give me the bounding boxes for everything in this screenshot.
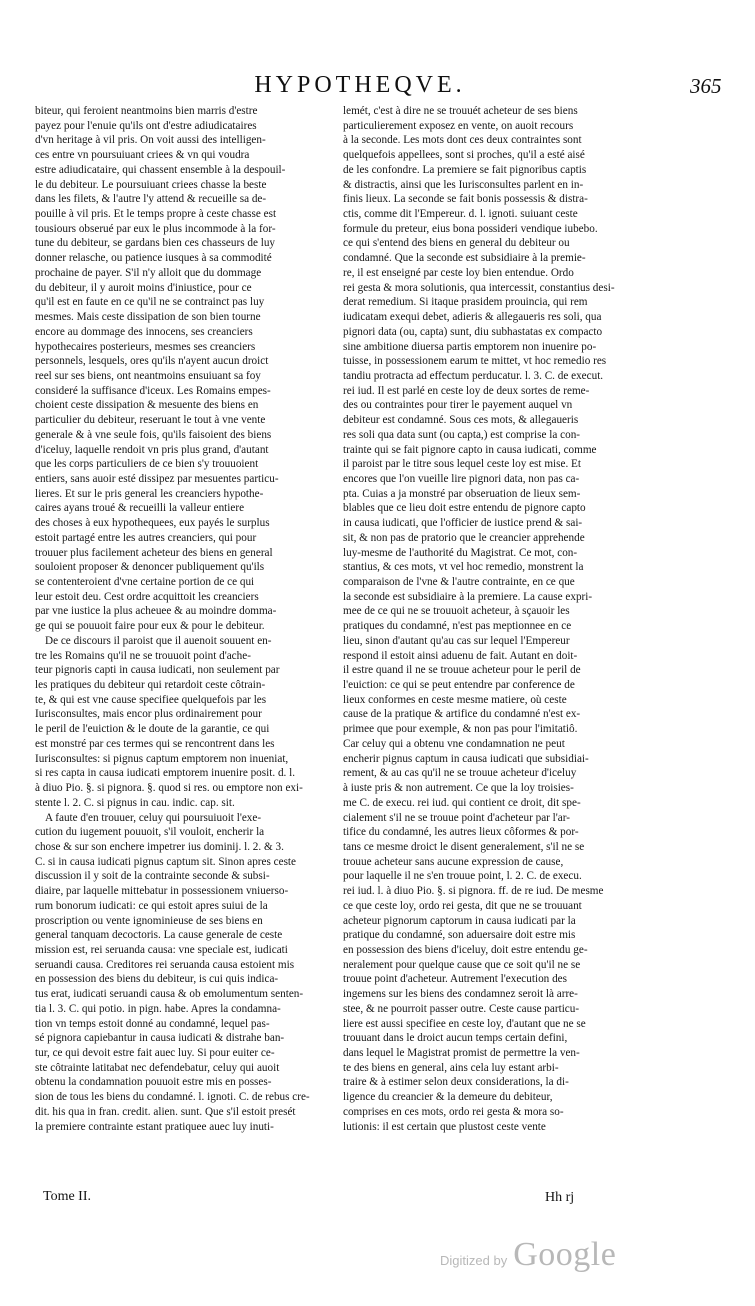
running-title: HYPOTHEQVE.: [254, 72, 466, 98]
page-number: 365: [690, 74, 722, 98]
right-paragraph-1: lemét, c'est à dire ne se trouuét acheteur de ses biens particulierement exposez en vente, on auoit recours à la seconde. Les mots dont ces deux contraintes sont quelquefois appellees, sont si proches, qu'il a esté aisé de les confondre. La premiere se fait pignoribus captis & distractis, ainsi que les Iurisconsultes parlent en in- finis lieux. La seconde se fait bonis possessis & distra- ctis, comme dit l'Empereur. d. l. ignoti. suiuant ceste formule du preteur, eius bona possideri vendique iubebo. ce qui s'entend des biens en general du debiteur ou condamné. Que la seconde est subsidiaire à la premie- re, il est enseigné par ceste loy bien entendue. Ordo rei gesta & mora solutionis, qua intercessit, constantius desi- derat remedium. Si itaque prasidem prouincia, qui rem iudicatam exequi debet, adieris & allegaueris res soli, qua pignori data (ou, capta) sunt, diu subhastatas ex compacto sine ambitione diuersa partis emptorem non inuenire po- tuisse, in possessionem earum te mittet, vt hoc remedio res tandiu protracta ad effectum perducatur. l. 3. C. de execut. rei iud. Il est parlé en ceste loy de deux sortes de reme- des ou contraintes pour tirer le payement auquel vn debiteur est condamné. Sous ces mots, & allegaueris res soli qua data sunt (ou capta,) est comprise la con- trainte qui se fait pignore capto in causa iudicati, comme il paroist par le titre sous lequel ceste loy est mise. Et encores que l'on vueille lire pignori data, non pas ca- pta. Cuias a ja monstré par obseruation de lieux sem- blables que ce lieu doit estre entendu de pignore capto in causa iudicati, que l'officier de iustice prend & sai- sit, & non pas de pratorio que le creancier apprehende luy-mesme de l'authorité du Magistrat. Ce mot, con- stantius, & ces mots, vt vel hoc remedio, monstrent la comparaison de l'vne & l'autre contrainte, en ce que la seconde est subsidiaire à la premiere. La cause expri- mee de ce qui ne se trouuoit acheteur, à sçauoir les pratiques du condamné, n'est pas meptionnee en ce lieu, sinon d'autant qu'au cas sur lequel l'Empereur respond il estoit ainsi aduenu de fait. Autant en doit- il estre quand il ne se trouue acheteur pour le peril de l'euiction: ce qui se peut entendre par conference de lieux conformes en ceste mesme matiere, où ceste cause de la pratique & artifice du condamné n'est ex- primee que pour exemple, & non pas pour l'imitatiô. Car celuy qui a obtenu vne condamnation ne peut encherir pignus captum in causa iudicati que subsidiai- rement, & au cas qu'il ne se trouue acheteur d'iceluy à iuste pris & non autrement. Ce que la loy troisies- me C. de execu. rei iud. qui contient ce droit, dit spe- cialement s'il ne se trouue point d'acheteur par l'ar- tifice du condamné, les autres lieux côformes & por- tans ce mesme droict le disent generalement, s'il ne se trouue acheteur sans aucune expression de cause, pour laquelle il ne s'en trouue point, l. 2. C. de execu. rei iud. l. à diuo Pio. §. si pignora. ff. de re iud. De mesme ce que ceste loy, ordo rei gesta, dit que ne se trouuant acheteur pignorum captorum in causa iudicati par la pratique du condamné, son aduersaire doit estre mis en possession des biens d'iceluy, doit estre entendu ge- neralement pour quelque cause que ce soit qu'il ne se trouue point d'acheteur. Autrement l'execution des ingemens sur les biens des condamnez seroit là arre- stee, & ne pourroit passer outre. Ceste cause particu- liere est aussi specifiee en ceste loy, d'autant que ne se trouuant dans le droict aucun temps certain defini, dans lequel le Magistrat promist de permettre la ven- te des biens en general, ains cela luy estant arbi- traire & à estimer selon deux considerations, la di- ligence du creancier & la demeure du debiteur, comprises en ces mots, ordo rei gesta & mora so- lutionis: il est certain que plustost ceste vente: [343, 105, 615, 1133]
left-paragraph-1: biteur, qui feroient neantmoins bien marris d'estre payez pour l'enuie qu'ils ont d'estre adiudicataires d'vn heritage à vil pris. On voit aussi des intelligen- ces entre vn poursuiuant criees & vn qui voudra estre adiudicataire, qui chassent ensemble à la despouil- le du debiteur. Le poursuiuant criees chasse la beste dans les filets, & l'autre l'y attend & recueille sa de- pouille à vil pris. Et le temps propre à ceste chasse est tousiours obserué par eux le plus incommode à la for- tune du debiteur, se gardans bien ces chasseurs de luy donner relasche, ou patience iusques à sa commodité prochaine de payer. S'il n'y alloit que du dommage du debiteur, il y auroit moins d'iniustice, pour ce qu'il est en faute en ce qu'il ne se contrainct pas luy mesmes. Mais ceste dissipation de son bien tourne encore au dommage des innocens, ses creanciers hypothecaires posterieurs, mesmes ses creanciers personnels, lesquels, ores qu'ils n'ayent aucun droict reel sur ses biens, ont neantmoins ensuiuant sa foy consideré la suffisance d'iceux. Les Romains empes- choient ceste dissipation & mesuente des biens en particulier du debiteur, reseruant le tout à vne vente generale & à vne seule fois, qu'ils faisoient des biens d'iceluy, laquelle rendoit vn pris plus grand, d'autant que les corps particuliers de ce bien s'y trouuoient entiers, sans auoir esté dissipez par mesuentes particu- lieres. Et sur le pris general les creanciers hypothe- caires ayans troué & recueilli la valleur entiere des choses à eux hypothequees, eux payés le surplus estoit partagé entre les autres creanciers, qui pour trouuer plus facilement acheteur des biens en general souloient proposer & denoncer publiquement qu'ils se contenteroient d'vne certaine portion de ce qui leur estoit deu. Cest ordre acquittoit les creanciers par vne iustice la plus acheuee & au moindre domma- ge qui se pouuoit faire pour eux & pour le debiteur.: [35, 105, 286, 633]
watermark-brand: Google: [513, 1236, 617, 1273]
watermark-prefix: Digitized by: [440, 1253, 508, 1268]
left-column: [35, 104, 336, 1186]
left-paragraph-3: A faute d'en trouuer, celuy qui poursuiuoit l'exe- cution du iugement pouuoit, s'il vouloit, encherir la chose & sur son enchere impetrer ius dominij. l. 2. & 3. C. si in causa iudicati pignus captum sit. Sinon apres ceste discussion il y soit de la contrainte seconde & subsi- diaire, par laquelle mittebatur in possessionem vniuerso- rum bonorum iudicati: ce qui estoit apres suiui de la proscription ou vente ignominieuse de ses biens en general tanquam decoctoris. La cause generale de ceste mission est, rei seruanda causa: vne speciale est, iudicati seruandi causa. Creditores rei seruanda causa estoient mis en possession des biens du debiteur, is cui quis indica- tus erat, iudicati seruandi causa & ob emolumentum senten- tia l. 3. C. qui potio. in pign. habe. Apres la condamna- tion vn temps estoit donné au condamné, lequel pas- sé pignora capiebantur in causa iudicati & distrahe ban- tur, ce qui devoit estre fait auec luy. Si pour euiter ce- ste côtrainte latitabat nec defendebatur, celuy qui auoit obtenu la condamnation pouuoit estre mis en posses- sion de tous les biens du condamné. l. ignoti. C. de rebus cre- dit. his qua in fran. credit. alien. sunt. Que s'il estoit presét la premiere contrainte estant pratiquee auec luy inuti-: [35, 811, 310, 1133]
signature-mark: Hh rj: [545, 1190, 575, 1205]
volume-label: Tome II.: [43, 1189, 92, 1204]
right-column: [343, 104, 644, 1186]
left-paragraph-2: De ce discours il paroist que il auenoit souuent en- tre les Romains qu'il ne se trouuoit point d'ache- teur pignoris capti in causa iudicati, non seulement par les pratiques du debiteur qui retardoit ceste côtrain- te, & qui est vne cause specifiee quelquefois par les Iurisconsultes, mais encor plus ordinairement pour le peril de l'euiction & le doute de la garantie, ce qui est monstré par ces termes qui se rencontrent dans les Iurisconsultes: si pignus captum emptorem non inueniat, si res capta in causa iudicati emptorem inuenire posit. d. l. à diuo Pio. §. si pignora. §. quod si res. ou emptore non exi- stente l. 2. C. si pignus in cau. indic. cap. sit.: [35, 634, 303, 809]
digitized-watermark: [440, 1236, 616, 1274]
